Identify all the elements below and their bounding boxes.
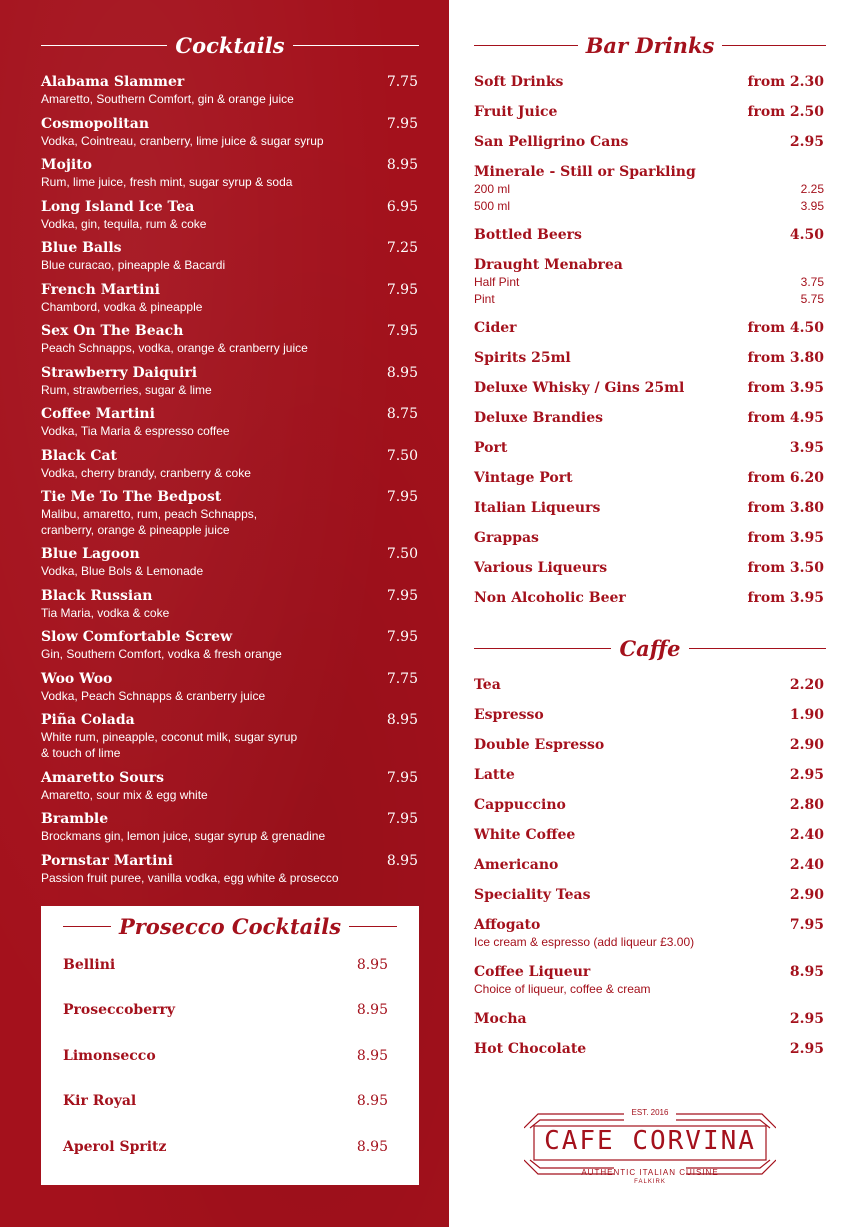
item-price: 2.90 (789, 887, 824, 903)
item-name: Alabama Slammer (41, 74, 185, 90)
menu-item (41, 546, 418, 579)
menu-item (63, 1048, 388, 1081)
size-option (474, 181, 824, 198)
item-name: Mojito (41, 157, 93, 173)
menu-item (41, 489, 418, 538)
item-name: Cappuccino (474, 797, 566, 813)
cocktails-title: Cocktails (175, 33, 285, 58)
item-name: Affogato (474, 917, 541, 933)
item-price: 7.95 (386, 811, 418, 827)
item-price: 8.95 (356, 1093, 388, 1109)
item-price: from 2.50 (747, 104, 824, 120)
size-price: 3.75 (800, 275, 824, 289)
menu-item (474, 410, 824, 427)
menu-item (41, 770, 418, 803)
heading-rule (722, 45, 826, 47)
item-name: Cosmopolitan (41, 116, 149, 132)
menu-item (41, 811, 418, 844)
item-name: Port (474, 440, 508, 456)
item-description: Rum, strawberries, sugar & lime (41, 383, 212, 397)
prosecco-title: Prosecco Cocktails (118, 914, 342, 939)
item-name: Bottled Beers (474, 227, 582, 243)
item-description-line2: & touch of lime (41, 746, 121, 760)
item-name: Black Russian (41, 588, 153, 604)
item-name: Latte (474, 767, 515, 783)
heading-rule (689, 648, 826, 650)
menu-item (474, 470, 824, 487)
size-label: Half Pint (474, 275, 520, 289)
menu-item (41, 323, 418, 356)
menu-item (41, 448, 418, 481)
size-price: 2.25 (800, 182, 824, 196)
menu-item (41, 116, 418, 149)
item-description-line2: cranberry, orange & pineapple juice (41, 523, 230, 537)
heading-rule (474, 648, 611, 650)
logo-established: EST. 2016 (631, 1108, 669, 1117)
item-price: from 3.80 (747, 350, 824, 366)
item-description: Vodka, Peach Schnapps & cranberry juice (41, 689, 266, 703)
size-label: Pint (474, 292, 495, 306)
item-description: Ice cream & espresso (add liqueur £3.00) (474, 935, 695, 949)
item-name: French Martini (41, 282, 160, 298)
item-name: Slow Comfortable Screw (41, 629, 233, 645)
menu-item (41, 853, 418, 886)
item-price: 2.95 (789, 1011, 824, 1027)
item-name: Italian Liqueurs (474, 500, 601, 516)
prosecco-cocktails-box (41, 906, 419, 1185)
menu-item (41, 588, 418, 621)
item-name: Coffee Liqueur (474, 964, 591, 980)
menu-item (474, 964, 824, 997)
item-description: Gin, Southern Comfort, vodka & fresh orange (41, 647, 282, 661)
item-price: from 4.50 (747, 320, 824, 336)
menu-item (474, 320, 824, 337)
item-name: Various Liqueurs (474, 560, 608, 576)
item-description: Vodka, cherry brandy, cranberry & coke (41, 466, 251, 480)
item-name: Piña Colada (41, 712, 135, 728)
item-price: from 6.20 (747, 470, 824, 486)
item-description: Vodka, Cointreau, cranberry, lime juice & sugar syrup (41, 134, 324, 148)
item-name: Espresso (474, 707, 544, 723)
menu-item (63, 1139, 388, 1172)
menu-item (474, 590, 824, 607)
item-name: Hot Chocolate (474, 1041, 587, 1057)
item-description: Peach Schnapps, vodka, orange & cranberry juice (41, 341, 308, 355)
menu-item (63, 1002, 388, 1035)
item-name: Bellini (63, 957, 116, 973)
item-price: 2.20 (789, 677, 824, 693)
menu-item (474, 887, 824, 904)
item-name: Bramble (41, 811, 109, 827)
size-label: 200 ml (474, 182, 511, 196)
item-description: Tia Maria, vodka & coke (41, 606, 170, 620)
logo-town: FALKIRK (634, 1179, 666, 1185)
bar-caffe-panel (449, 0, 850, 1227)
size-option (474, 274, 824, 291)
item-price: from 3.50 (747, 560, 824, 576)
item-description: Prosecco with a hint of backberry liqueur (63, 1020, 280, 1034)
item-price: 2.40 (789, 827, 824, 843)
item-name: Deluxe Brandies (474, 410, 604, 426)
item-price: from 3.95 (747, 530, 824, 546)
item-name: San Pelligrino Cans (474, 134, 629, 150)
item-name: Sex On The Beach (41, 323, 184, 339)
item-name: Long Island Ice Tea (41, 199, 195, 215)
item-price: 4.50 (789, 227, 824, 243)
item-name: Black Cat (41, 448, 118, 464)
item-price: 7.75 (386, 74, 418, 90)
item-name: Americano (474, 857, 559, 873)
menu-item (474, 1011, 824, 1028)
item-name: Limonsecco (63, 1048, 156, 1064)
item-description: White rum, pineapple, coconut milk, sugar syrup (41, 730, 298, 744)
item-description: Prosecco with a touch of Limoncello (63, 1066, 255, 1080)
item-name: Blue Lagoon (41, 546, 140, 562)
item-name: Strawberry Daiquiri (41, 365, 198, 381)
item-name: White Coffee (474, 827, 576, 843)
menu-item (474, 737, 824, 754)
item-description: Amaretto, sour mix & egg white (41, 788, 208, 802)
size-price: 5.75 (800, 292, 824, 306)
menu-item (474, 350, 824, 367)
item-description: Brockmans gin, lemon juice, sugar syrup & grenadine (41, 829, 326, 843)
item-price: 8.95 (356, 1139, 388, 1155)
menu-item (474, 857, 824, 874)
item-name: Tea (474, 677, 501, 693)
prosecco-heading (63, 914, 397, 939)
item-name: Vintage Port (474, 470, 573, 486)
item-name: Aperol Spritz (63, 1139, 167, 1155)
item-price: 7.95 (386, 629, 418, 645)
menu-item (474, 767, 824, 784)
logo-tagline: AUTHENTIC ITALIAN CUISINE (581, 1168, 719, 1177)
item-description: Vodka, Blue Bols & Lemonade (41, 564, 204, 578)
item-name: Pornstar Martini (41, 853, 173, 869)
item-price: 3.95 (789, 440, 824, 456)
item-description: Vodka, Tia Maria & espresso coffee (41, 424, 230, 438)
item-description: Prosecco, Peach Schnapps & orange juice (63, 975, 291, 989)
menu-item (474, 917, 824, 950)
menu-item (41, 712, 418, 761)
menu-item (474, 164, 824, 215)
menu-item (474, 1041, 824, 1058)
menu-item (41, 282, 418, 315)
item-price: from 3.95 (747, 380, 824, 396)
item-price: 2.95 (789, 134, 824, 150)
item-price: 7.95 (386, 116, 418, 132)
heading-rule (474, 45, 578, 47)
item-description: Vodka, gin, tequila, rum & coke (41, 217, 207, 231)
item-price: 8.95 (356, 957, 388, 973)
item-price: 2.95 (789, 767, 824, 783)
item-description: Prossecco, Aperol & soda (63, 1157, 201, 1171)
item-price: 8.95 (386, 157, 418, 173)
menu-item (474, 440, 824, 457)
item-description: Amaretto, Southern Comfort, gin & orange juice (41, 92, 294, 106)
menu-item (41, 671, 418, 704)
item-name: Amaretto Sours (41, 770, 165, 786)
menu-item (41, 240, 418, 273)
item-price: 8.95 (356, 1048, 388, 1064)
item-name: Proseccoberry (63, 1002, 175, 1018)
item-price: 7.50 (386, 546, 418, 562)
menu-item (41, 365, 418, 398)
item-name: Spirits 25ml (474, 350, 571, 366)
size-price: 3.95 (800, 199, 824, 213)
menu-item (474, 227, 824, 244)
item-name: Fruit Juice (474, 104, 558, 120)
item-price: from 3.95 (747, 590, 824, 606)
item-price: 8.75 (386, 406, 418, 422)
item-name: Double Espresso (474, 737, 605, 753)
item-price: 7.95 (386, 282, 418, 298)
menu-item (474, 707, 824, 724)
item-price: 8.95 (386, 853, 418, 869)
heading-rule (63, 926, 111, 928)
item-price: 6.95 (386, 199, 418, 215)
item-price: 7.95 (386, 770, 418, 786)
menu-item (474, 380, 824, 397)
item-name: Tie Me To The Bedpost (41, 489, 222, 505)
item-description: Blue curacao, pineapple & Bacardi (41, 258, 226, 272)
menu-item (63, 1093, 388, 1126)
logo-brand-name: CAFE CORVINA (544, 1126, 756, 1156)
item-name: Deluxe Whisky / Gins 25ml (474, 380, 685, 396)
item-price: 7.95 (386, 323, 418, 339)
item-name: Cider (474, 320, 517, 336)
caffe-title: Caffe (619, 636, 681, 661)
size-option (474, 198, 824, 215)
menu-item (41, 629, 418, 662)
menu-item (474, 530, 824, 547)
item-price: 2.40 (789, 857, 824, 873)
menu-item (474, 560, 824, 577)
item-price: 1.90 (789, 707, 824, 723)
menu-item (474, 134, 824, 151)
size-option (474, 291, 824, 308)
item-description: Choice of liqueur, coffee & cream (474, 982, 651, 996)
menu-item (474, 500, 824, 517)
size-label: 500 ml (474, 199, 511, 213)
item-price: 7.95 (386, 489, 418, 505)
item-name: Woo Woo (41, 671, 113, 687)
bar-drinks-heading (474, 33, 826, 58)
item-price: 2.90 (789, 737, 824, 753)
menu-item (474, 104, 824, 121)
menu-item (41, 406, 418, 439)
menu-item (474, 827, 824, 844)
menu-item (41, 199, 418, 232)
item-name: Draught Menabrea (474, 257, 623, 273)
item-description: Passion fruit puree, vanilla vodka, egg white & prosecco (41, 871, 339, 885)
item-description: Rum, lime juice, fresh mint, sugar syrup & soda (41, 175, 293, 189)
item-price: 7.95 (386, 588, 418, 604)
item-price: 8.95 (386, 712, 418, 728)
item-name: Mocha (474, 1011, 527, 1027)
bar-drinks-title: Bar Drinks (585, 33, 715, 58)
menu-item (41, 157, 418, 190)
menu-item (474, 797, 824, 814)
item-price: 8.95 (386, 365, 418, 381)
item-name: Speciality Teas (474, 887, 591, 903)
item-name: Soft Drinks (474, 74, 564, 90)
item-name: Coffee Martini (41, 406, 155, 422)
menu-item (41, 74, 418, 107)
item-price: 2.95 (789, 1041, 824, 1057)
item-name: Kir Royal (63, 1093, 137, 1109)
caffe-heading (474, 636, 826, 661)
item-name: Minerale - Still or Sparkling (474, 164, 696, 180)
heading-rule (349, 926, 397, 928)
menu-item (63, 957, 388, 990)
item-price: from 3.80 (747, 500, 824, 516)
menu-item (474, 677, 824, 694)
menu-item (474, 257, 824, 308)
item-price: 8.95 (356, 1002, 388, 1018)
item-price: from 4.95 (747, 410, 824, 426)
item-name: Blue Balls (41, 240, 122, 256)
heading-rule (293, 45, 419, 47)
cocktails-heading (41, 33, 419, 58)
item-price: 7.25 (386, 240, 418, 256)
item-price: 8.95 (789, 964, 824, 980)
heading-rule (41, 45, 167, 47)
item-name: Grappas (474, 530, 539, 546)
cafe-corvina-logo (524, 1106, 776, 1191)
item-description: Prossecco & Crème de Casis (63, 1111, 220, 1125)
item-description: Malibu, amaretto, rum, peach Schnapps, (41, 507, 258, 521)
item-name: Non Alcoholic Beer (474, 590, 626, 606)
item-price: 2.80 (789, 797, 824, 813)
item-price: from 2.30 (747, 74, 824, 90)
item-price: 7.75 (386, 671, 418, 687)
item-price: 7.95 (789, 917, 824, 933)
item-price: 7.50 (386, 448, 418, 464)
menu-item (474, 74, 824, 91)
item-description: Chambord, vodka & pineapple (41, 300, 203, 314)
